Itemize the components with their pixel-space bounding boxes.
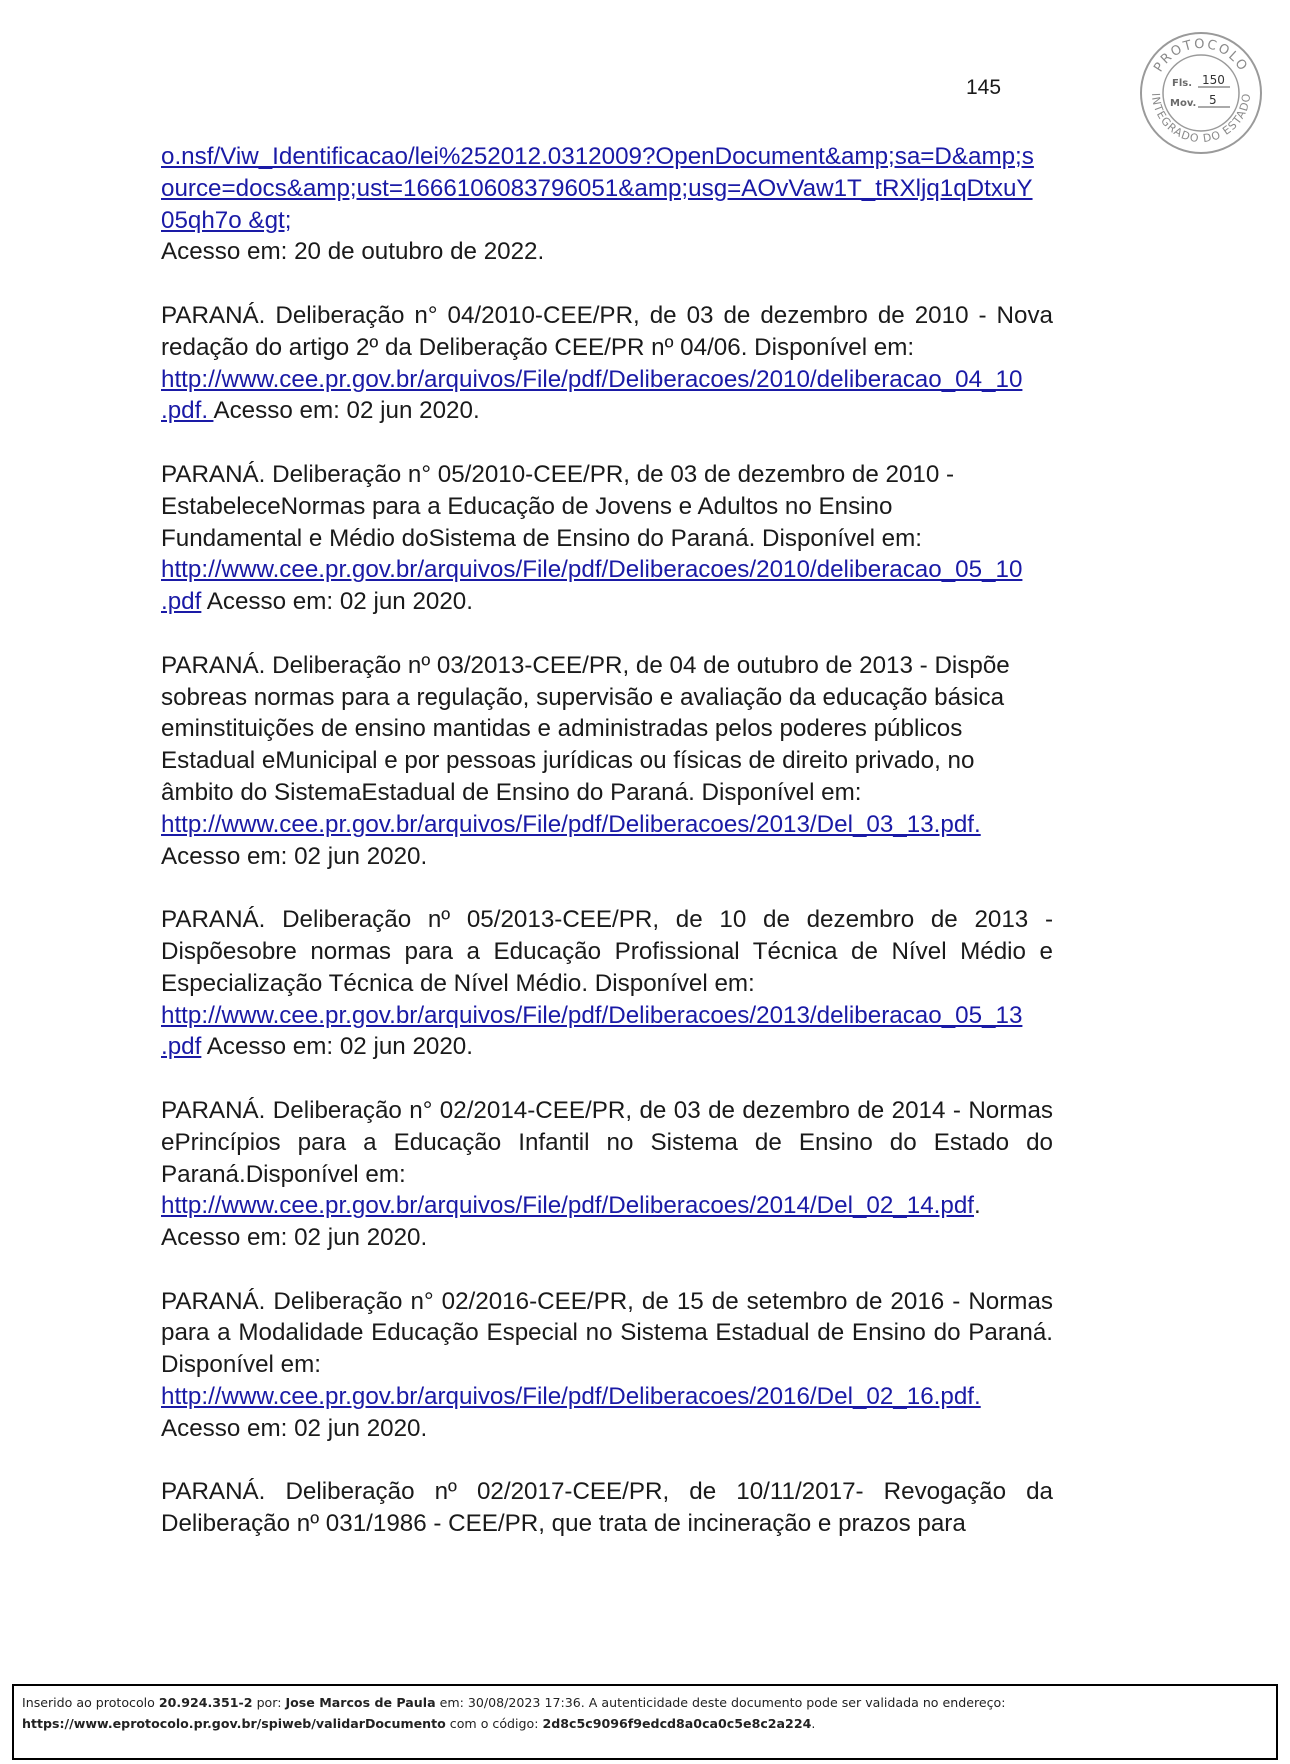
svg-text:PROTOCOLO xyxy=(1151,37,1250,75)
footer-text: Inserido ao protocolo xyxy=(22,1695,159,1710)
reference-text-line: PARANÁ. Deliberação n° 05/2010-CEE/PR, de 03 de dezembro de 2010 - xyxy=(161,460,955,488)
footer-protocol-number: 20.924.351-2 xyxy=(158,1695,253,1710)
reference-url-suffix: . xyxy=(974,1192,981,1220)
reference-url[interactable]: http://www.cee.pr.gov.br/arquivos/File/pdf/Deliberacoes/2016/Del_02_16.pdf. xyxy=(161,1383,981,1411)
footer-text: por: xyxy=(252,1695,286,1710)
stamp-fls-label: Fls. xyxy=(1172,78,1193,89)
reference-item xyxy=(161,904,1053,1063)
reference-access: Acesso em: 02 jun 2020. xyxy=(161,842,428,870)
reference-item xyxy=(161,650,1053,873)
protocol-stamp xyxy=(1138,30,1264,156)
reference-access: Acesso em: 02 jun 2020. xyxy=(161,1414,428,1442)
reference-url[interactable]: http://www.cee.pr.gov.br/arquivos/File/pdf/Deliberacoes/2014/Del_02_14.pdf xyxy=(161,1192,974,1220)
reference-text-line: âmbito do SistemaEstadual de Ensino do Paraná. Disponível em: xyxy=(161,778,862,806)
reference-access: Acesso em: 02 jun 2020. xyxy=(201,588,473,616)
stamp-mov-value: 5 xyxy=(1209,93,1217,107)
reference-text-line: sobreas normas para a regulação, supervisão e avaliação da educação básica xyxy=(161,683,1005,711)
reference-url[interactable]: http://www.cee.pr.gov.br/arquivos/File/pdf/Deliberacoes/2013/deliberacao_05_13 xyxy=(161,1001,1023,1029)
reference-text: PARANÁ. Deliberação nº 02/2017-CEE/PR, de 10/11/2017- Revogação da Deliberação nº 031/1986 - CEE/PR, que trata de incineração e prazos para xyxy=(161,1478,1053,1538)
reference-url[interactable]: http://www.cee.pr.gov.br/arquivos/File/pdf/Deliberacoes/2010/deliberacao_05_10 xyxy=(161,556,1023,584)
reference-text-line: eminstituições de ensino mantidas e administradas pelos poderes públicos xyxy=(161,715,963,743)
footer-text: em: 30/08/2023 17:36. A autenticidade deste documento pode ser validada no endereço: xyxy=(435,1695,1006,1710)
stamp-fls-value: 150 xyxy=(1202,73,1225,87)
reference-text: PARANÁ. Deliberação n° 02/2016-CEE/PR, de 15 de setembro de 2016 - Normas para a Modalidade Educação Especial no Sistema Estadual de Ensino do Paraná. Disponível em: xyxy=(161,1287,1053,1379)
reference-item xyxy=(161,300,1053,427)
stamp-mov-label: Mov. xyxy=(1170,98,1197,109)
reference-access: Acesso em: 20 de outubro de 2022. xyxy=(161,238,545,266)
reference-item xyxy=(161,1095,1053,1254)
reference-url[interactable]: .pdf. xyxy=(161,397,214,425)
reference-url[interactable]: 05qh7o &gt; xyxy=(161,206,292,234)
footer-author: Jose Marcos de Paula xyxy=(285,1695,436,1710)
reference-text-line: PARANÁ. Deliberação nº 03/2013-CEE/PR, de 04 de outubro de 2013 - Dispõe xyxy=(161,651,1010,679)
reference-url[interactable]: .pdf xyxy=(161,1033,202,1061)
footer-validation-url[interactable]: https://www.eprotocolo.pr.gov.br/spiweb/validarDocumento xyxy=(22,1716,446,1731)
reference-access: Acesso em: 02 jun 2020. xyxy=(201,1033,473,1061)
reference-text-line: Estadual eMunicipal e por pessoas jurídicas ou físicas de direito privado, no xyxy=(161,747,975,775)
reference-item xyxy=(161,1476,1053,1540)
reference-url[interactable]: http://www.cee.pr.gov.br/arquivos/File/pdf/Deliberacoes/2010/deliberacao_04_10 xyxy=(161,365,1023,393)
footer-text: com o código: xyxy=(445,1716,543,1731)
reference-text: PARANÁ. Deliberação n° 02/2014-CEE/PR, de 03 de dezembro de 2014 - Normas ePrincípios para a Educação Infantil no Sistema de Ensino do Estado do Paraná.Disponível em: xyxy=(161,1096,1053,1188)
reference-item xyxy=(161,1286,1053,1445)
reference-access: Acesso em: 02 jun 2020. xyxy=(161,1224,428,1252)
reference-text: PARANÁ. Deliberação n° 04/2010-CEE/PR, de 03 de dezembro de 2010 - Nova redação do artigo 2º da Deliberação CEE/PR nº 04/06. Disponível em: xyxy=(161,301,1053,361)
stamp-top-text: PROTOCOLO xyxy=(1151,36,1251,75)
footer-validation-code: 2d8c5c9096f9edcd8a0ca0c5e8c2a224 xyxy=(542,1716,812,1731)
page-number: 145 xyxy=(966,76,1002,99)
reference-url[interactable]: ource=docs&amp;ust=1666106083796051&amp;usg=AOvVaw1T_tRXljq1qDtxuY xyxy=(161,174,1033,202)
reference-url[interactable]: http://www.cee.pr.gov.br/arquivos/File/pdf/Deliberacoes/2013/Del_03_13.pdf. xyxy=(161,810,981,838)
stamp-bottom-text: INTEGRADO DO ESTADO xyxy=(1148,92,1254,146)
validation-footer xyxy=(12,1684,1278,1760)
reference-url[interactable]: .pdf xyxy=(161,588,202,616)
references-list xyxy=(161,141,1053,1572)
reference-url[interactable]: o.nsf/Viw_Identificacao/lei%252012.0312009?OpenDocument&amp;sa=D&amp;s xyxy=(161,143,1034,170)
reference-continuation xyxy=(161,141,1053,268)
footer-text: . xyxy=(811,1716,816,1731)
reference-item xyxy=(161,459,1053,618)
reference-text-line: EstabeleceNormas para a Educação de Jovens e Adultos no Ensino xyxy=(161,492,893,520)
reference-text-line: Fundamental e Médio doSistema de Ensino do Paraná. Disponível em: xyxy=(161,524,922,552)
reference-text: PARANÁ. Deliberação nº 05/2013-CEE/PR, de 10 de dezembro de 2013 - Dispõesobre normas para a Educação Profissional Técnica de Nível Médio e Especialização Técnica de Nível Médio. Disponível em: xyxy=(161,906,1053,997)
reference-access: Acesso em: 02 jun 2020. xyxy=(213,397,480,425)
